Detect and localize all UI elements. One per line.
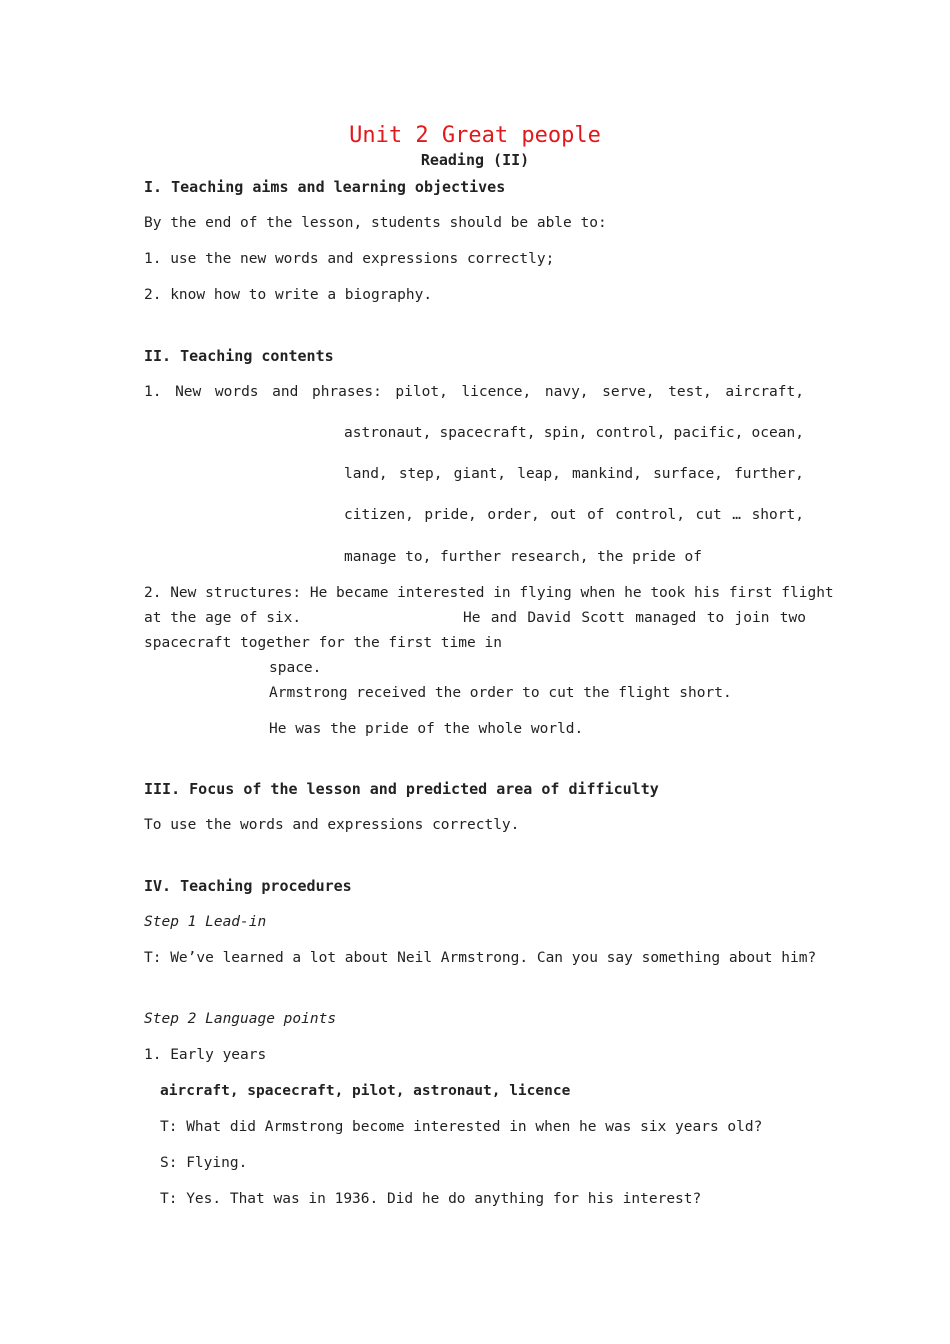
word: out bbox=[550, 507, 577, 523]
objective-1: 1. use the new words and expressions correctly; bbox=[144, 251, 555, 267]
word: citizen, bbox=[344, 507, 414, 523]
word: Scott bbox=[581, 610, 625, 626]
word: short, bbox=[751, 507, 804, 523]
words-line-2 bbox=[344, 426, 804, 441]
structures-line-2b bbox=[463, 611, 806, 626]
objective-2: 2. know how to write a biography. bbox=[144, 287, 433, 303]
word: astronaut, bbox=[344, 425, 432, 441]
step-1-text: T: We’ve learned a lot about Neil Armstrong. Can you say something about him? bbox=[144, 950, 817, 966]
word: to bbox=[706, 610, 725, 626]
word: and bbox=[272, 384, 299, 400]
word: further, bbox=[734, 466, 804, 482]
words-line-4 bbox=[344, 508, 804, 523]
focus-text: To use the words and expressions correctly. bbox=[144, 817, 520, 833]
word: giant, bbox=[453, 466, 507, 482]
structures-line-3: spacecraft together for the first time in bbox=[144, 635, 502, 651]
vocab-list: aircraft, spacecraft, pilot, astronaut, licence bbox=[160, 1083, 571, 1099]
words-line-5: manage to, further research, the pride of bbox=[344, 549, 702, 565]
structures-line-2a: at the age of six. bbox=[144, 610, 302, 626]
word: spacecraft, bbox=[439, 425, 536, 441]
section-heading-contents: II. Teaching contents bbox=[144, 347, 334, 365]
step-2-heading: Step 2 Language points bbox=[144, 1011, 337, 1027]
word: phrases: bbox=[311, 384, 382, 400]
word: 1. bbox=[144, 384, 162, 400]
words-line-1 bbox=[144, 385, 804, 400]
word: navy, bbox=[544, 384, 589, 400]
word: New bbox=[175, 384, 202, 400]
word: land, bbox=[344, 466, 388, 482]
word: join bbox=[734, 610, 770, 626]
word: managed bbox=[635, 610, 697, 626]
word: leap, bbox=[517, 466, 561, 482]
word: pilot, bbox=[395, 384, 448, 400]
words-line-3 bbox=[344, 467, 804, 482]
word: David bbox=[527, 610, 571, 626]
dialogue-a1: S: Flying. bbox=[160, 1155, 248, 1171]
word: mankind, bbox=[572, 466, 642, 482]
document-title: Unit 2 Great people bbox=[349, 123, 601, 148]
word: two bbox=[779, 610, 806, 626]
item-early-years: 1. Early years bbox=[144, 1047, 267, 1063]
word: control, bbox=[595, 425, 666, 441]
dialogue-q2: T: Yes. That was in 1936. Did he do anything for his interest? bbox=[160, 1191, 702, 1207]
step-1-heading: Step 1 Lead-in bbox=[144, 914, 267, 930]
word: He bbox=[463, 610, 481, 626]
word: control, bbox=[615, 507, 685, 523]
section-heading-aims: I. Teaching aims and learning objectives bbox=[144, 178, 506, 196]
word: spin, bbox=[543, 425, 588, 441]
document-subtitle: Reading (II) bbox=[420, 151, 530, 169]
aims-intro: By the end of the lesson, students should be able to: bbox=[144, 215, 607, 231]
section-heading-focus: III. Focus of the lesson and predicted area of difficulty bbox=[144, 780, 659, 798]
section-heading-procedures: IV. Teaching procedures bbox=[144, 877, 352, 895]
word: test, bbox=[668, 384, 712, 400]
word: pride, bbox=[424, 507, 477, 523]
word: aircraft, bbox=[725, 384, 804, 400]
structures-line-6: He was the pride of the whole world. bbox=[269, 721, 584, 737]
word: step, bbox=[398, 466, 443, 482]
word: surface, bbox=[653, 466, 723, 482]
structures-line-5: Armstrong received the order to cut the flight short. bbox=[269, 685, 732, 701]
word: and bbox=[490, 610, 517, 626]
structures-line-4: space. bbox=[269, 660, 322, 676]
dialogue-q1: T: What did Armstrong become interested in when he was six years old? bbox=[160, 1119, 763, 1135]
word: … bbox=[732, 507, 742, 523]
word: words bbox=[214, 384, 259, 400]
word: cut bbox=[695, 507, 722, 523]
structures-line-1: 2. New structures: He became interested in flying when he took his first flight bbox=[144, 585, 834, 601]
word: licence, bbox=[461, 384, 532, 400]
word: order, bbox=[487, 507, 540, 523]
word: pacific, bbox=[673, 425, 744, 441]
word: serve, bbox=[602, 384, 655, 400]
word: of bbox=[587, 507, 605, 523]
word: ocean, bbox=[751, 425, 804, 441]
